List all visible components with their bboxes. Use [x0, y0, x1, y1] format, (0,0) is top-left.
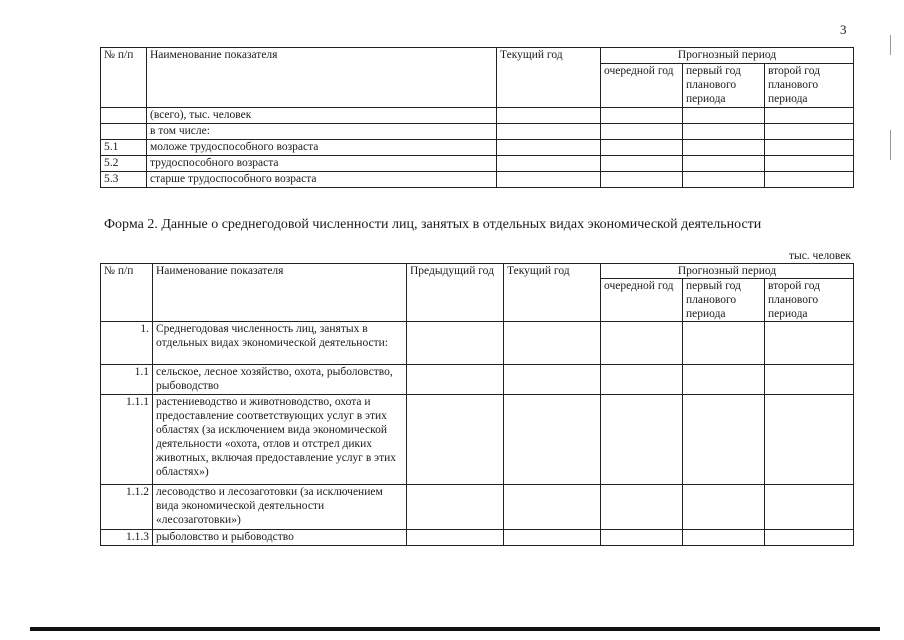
units-label: тыс. человек — [788, 250, 851, 262]
row-label: трудоспособного возраста — [147, 156, 497, 172]
header-name: Наименование показателя — [147, 48, 497, 108]
header-previous-year: Предыдущий год — [407, 264, 504, 322]
header-first-plan-year: первый год планового периода — [683, 64, 765, 108]
scan-margin-mark — [890, 130, 891, 160]
row-label: старше трудоспособного возраста — [147, 172, 497, 188]
header-current-year: Текущий год — [504, 264, 601, 322]
row-number: 1. — [101, 322, 153, 365]
row-number: 1.1.3 — [101, 530, 153, 546]
bottom-rule — [30, 627, 880, 631]
header-name: Наименование показателя — [153, 264, 407, 322]
table-row — [101, 530, 854, 546]
header-forecast-period: Прогнозный период — [601, 264, 854, 279]
row-number: 1.1 — [101, 365, 153, 395]
page-number: 3 — [840, 22, 847, 37]
header-current-year: Текущий год — [497, 48, 601, 108]
row-label: моложе трудоспособного возраста — [147, 140, 497, 156]
header-num: № п/п — [101, 48, 147, 108]
row-number: 5.2 — [101, 156, 147, 172]
population-table — [100, 47, 854, 188]
row-label: в том числе: — [147, 124, 497, 140]
row-number: 1.1.1 — [101, 395, 153, 485]
employment-table — [100, 263, 854, 546]
form-title: Форма 2. Данные о среднегодовой численности лиц, занятых в отдельных видах экономической деятельности — [104, 217, 762, 232]
header-second-plan-year: второй год планового периода — [765, 64, 854, 108]
table-row — [101, 108, 854, 124]
table-row — [101, 322, 854, 365]
header-second-plan-year: второй год планового периода — [765, 279, 854, 322]
row-label: растениеводство и животноводство, охота и предоставление соответствующих услуг в этих областях (за исключением вида экономической деятельности «охота, отлов и отстрел диких животных, включая предоставление услуг в этих областях») — [153, 395, 407, 485]
row-label: сельское, лесное хозяйство, охота, рыболовство, рыбоводство — [153, 365, 407, 395]
row-label: лесоводство и лесозаготовки (за исключением вида экономической деятельности «лесозаготовки») — [153, 485, 407, 530]
header-next-year: очередной год — [601, 279, 683, 322]
table-row — [101, 124, 854, 140]
header-next-year: очередной год — [601, 64, 683, 108]
table-row — [101, 172, 854, 188]
row-label: рыболовство и рыбоводство — [153, 530, 407, 546]
row-number: 5.1 — [101, 140, 147, 156]
scan-margin-mark — [890, 35, 891, 55]
header-num: № п/п — [101, 264, 153, 322]
row-label: Среднегодовая численность лиц, занятых в отдельных видах экономической деятельности: — [153, 322, 407, 365]
header-forecast-period: Прогнозный период — [601, 48, 854, 64]
table-row — [101, 140, 854, 156]
row-label: (всего), тыс. человек — [147, 108, 497, 124]
row-number: 5.3 — [101, 172, 147, 188]
table-row — [101, 485, 854, 530]
header-first-plan-year: первый год планового периода — [683, 279, 765, 322]
table-row — [101, 365, 854, 395]
row-number: 1.1.2 — [101, 485, 153, 530]
table-row — [101, 395, 854, 485]
table-row — [101, 156, 854, 172]
